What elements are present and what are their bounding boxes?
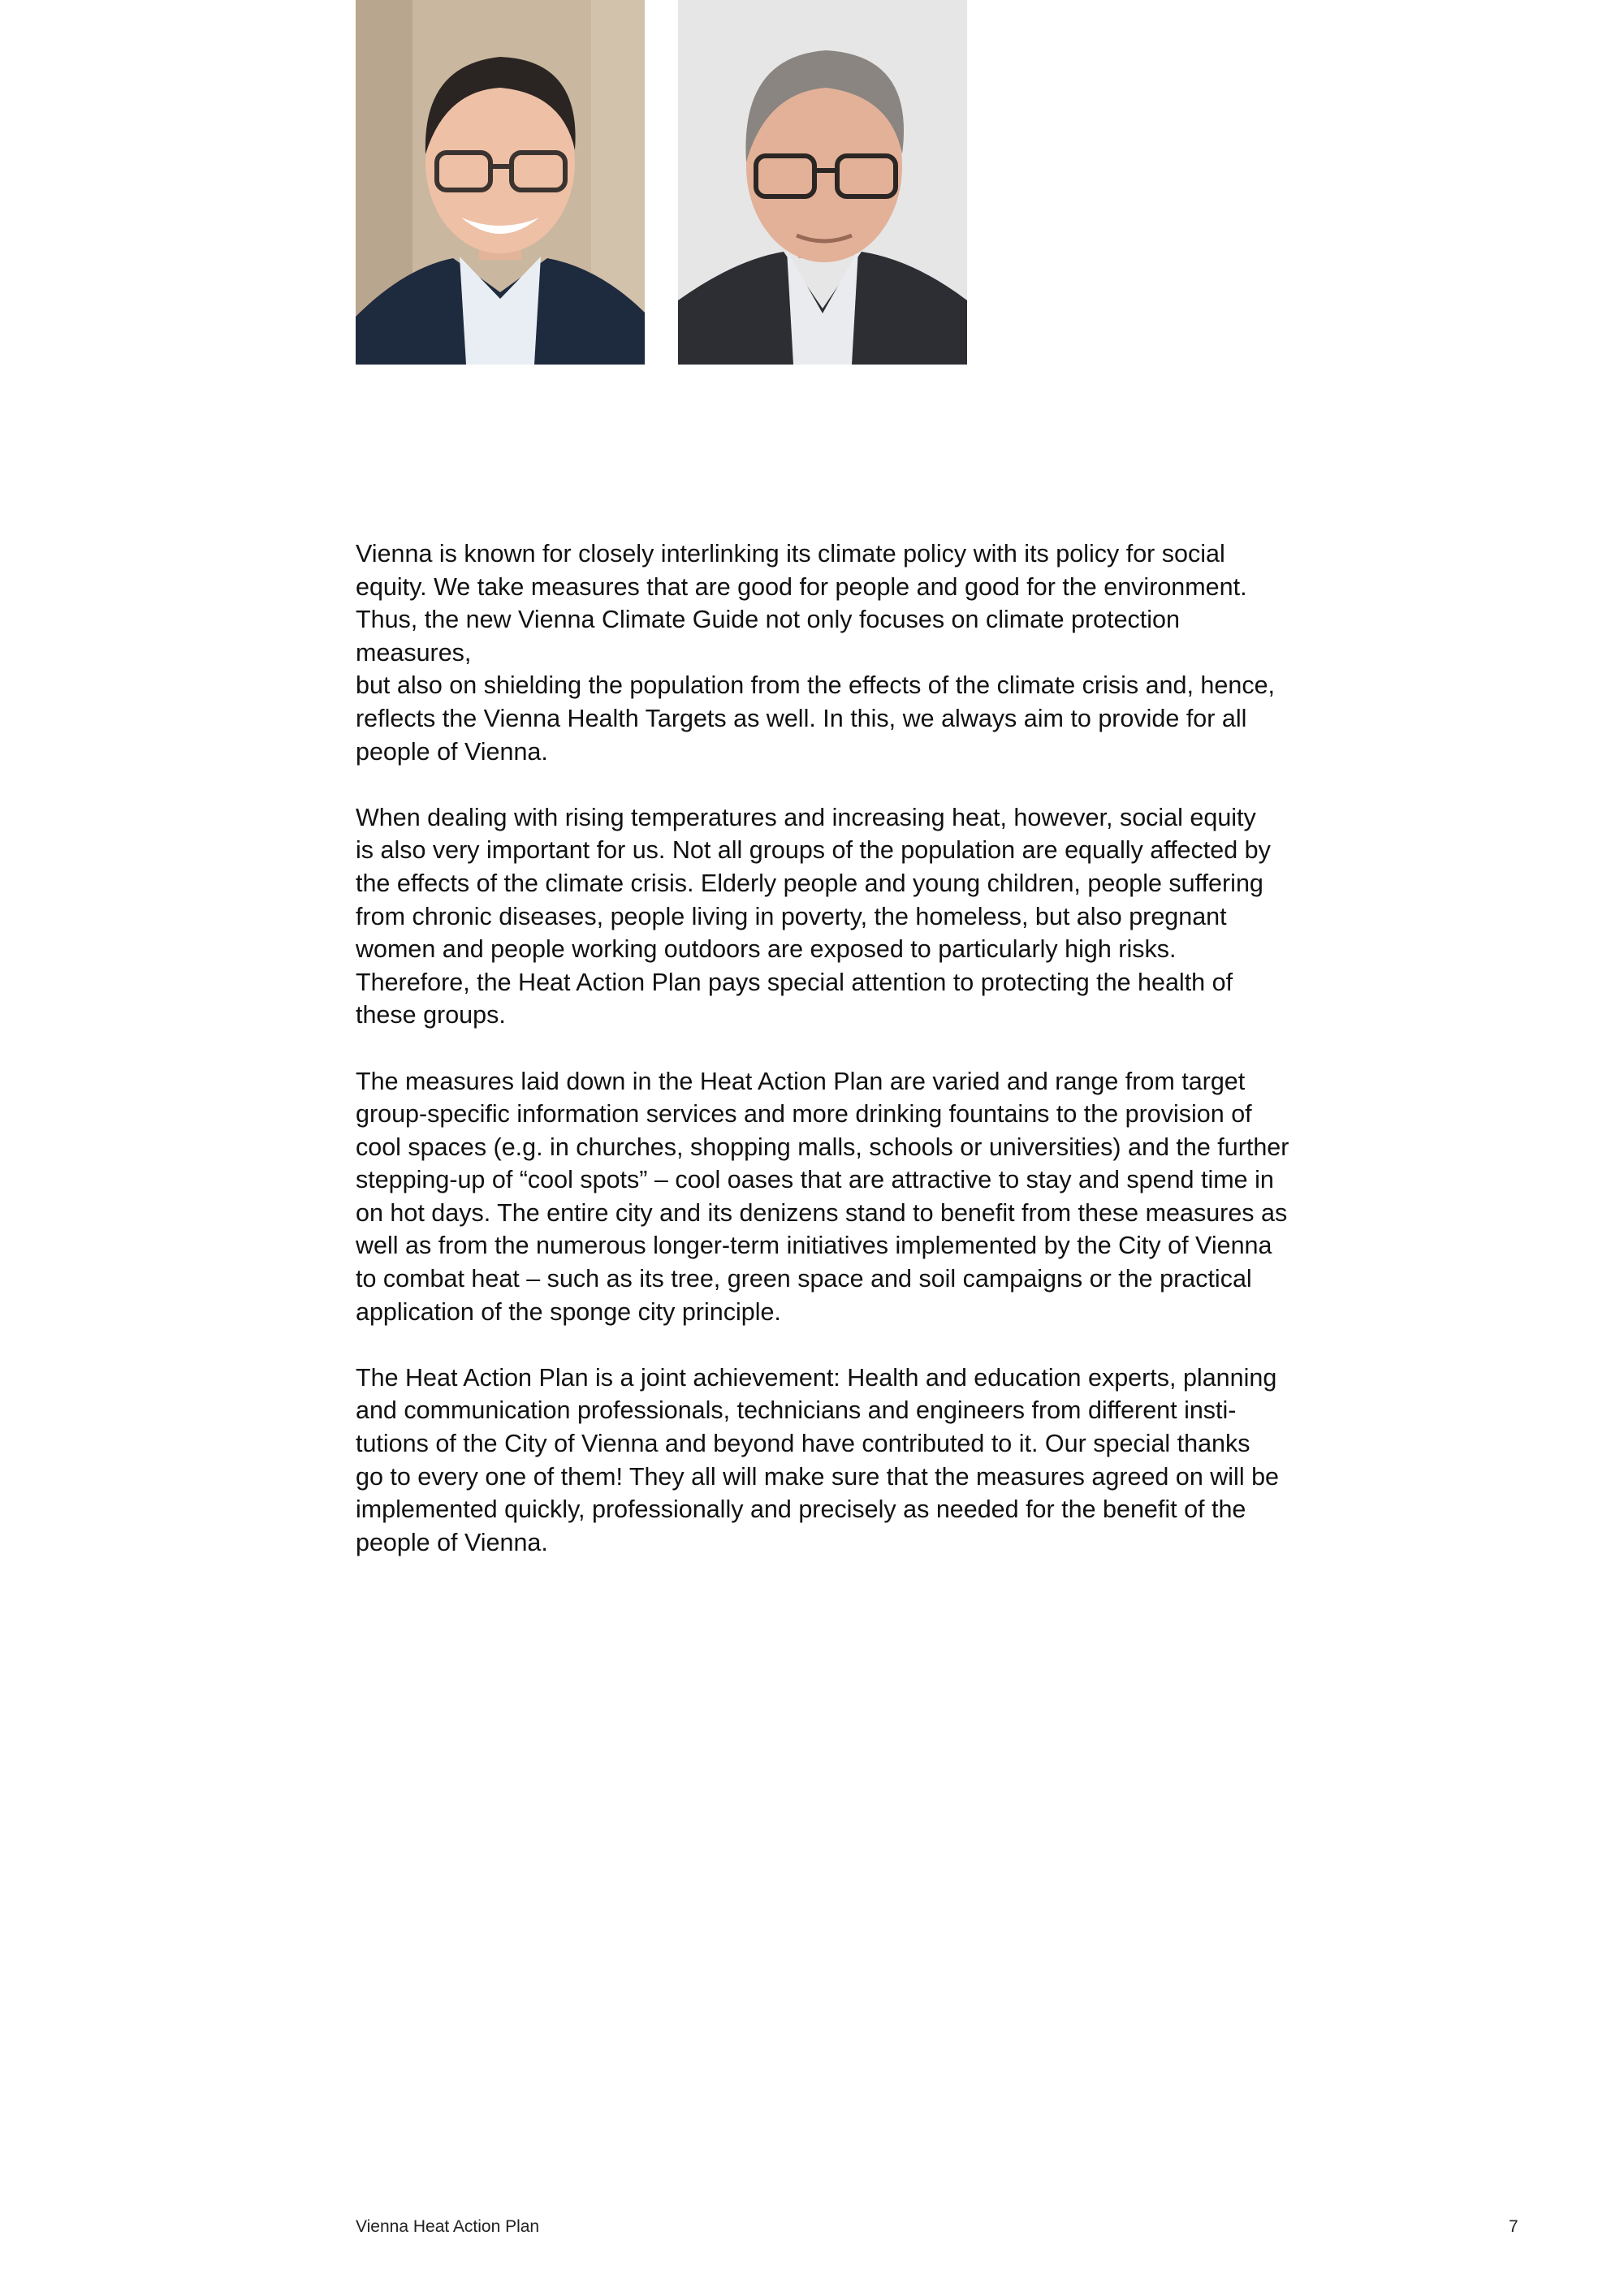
footer-document-title: Vienna Heat Action Plan [356,2217,540,2236]
paragraph-3: The measures laid down in the Heat Action Plan are varied and range from target group-specific information services and more drinking fountains to the provision of cool spaces (e.g. in churches, shopping malls, schools or universities) and the further stepping-up of “cool spots” – cool oases that are attractive to stay and spend time in on hot days. The entire city and its denizens stand to benefit from these measures as well as from the numerous longer-term initiatives implemented by the City of Vienna to combat heat – such as its tree, green space and soil campaigns or the practical application of the sponge city principle. [356,1067,1289,1326]
foreword-body [356,537,1289,1592]
portrait-illustration-right [678,0,967,365]
paragraph-2: When dealing with rising temperatures and increasing heat, however, social equity is also very important for us. Not all groups of the population are equally affected by the effects of the climate crisis. Elderly people and young children, people suffering from chronic diseases, people living in poverty, the homeless, but also pregnant women and people working outdoors are exposed to particularly high risks. Therefore, the Heat Action Plan pays special attention to protecting the health of these groups. [356,803,1271,1029]
portrait-photo-right [678,0,967,365]
portrait-illustration-left [356,0,645,365]
paragraph-1: Vienna is known for closely interlinking its climate policy with its policy for social equity. We take measures that are good for people and good for the environment. Thus, the new Vienna Climate Guide not only focuses on climate protection measures, but also on shielding the population from the effects of the climate crisis and, hence, reflects the Vienna Health Targets as well. In this, we always aim to provide for all people of Vienna. [356,540,1275,766]
paragraph-4: The Heat Action Plan is a joint achievement: Health and education experts, planning and communication professionals, technicians and engineers from different insti- tutions of the City of Vienna and beyond have contributed to it. Our special thanks go to every one of them! They all will make sure that the measures agreed on will be implemented quickly, professionally and precisely as needed for the benefit of the people of Vienna. [356,1363,1280,1556]
portrait-photo-left [356,0,645,365]
page-number: 7 [1509,2217,1518,2236]
